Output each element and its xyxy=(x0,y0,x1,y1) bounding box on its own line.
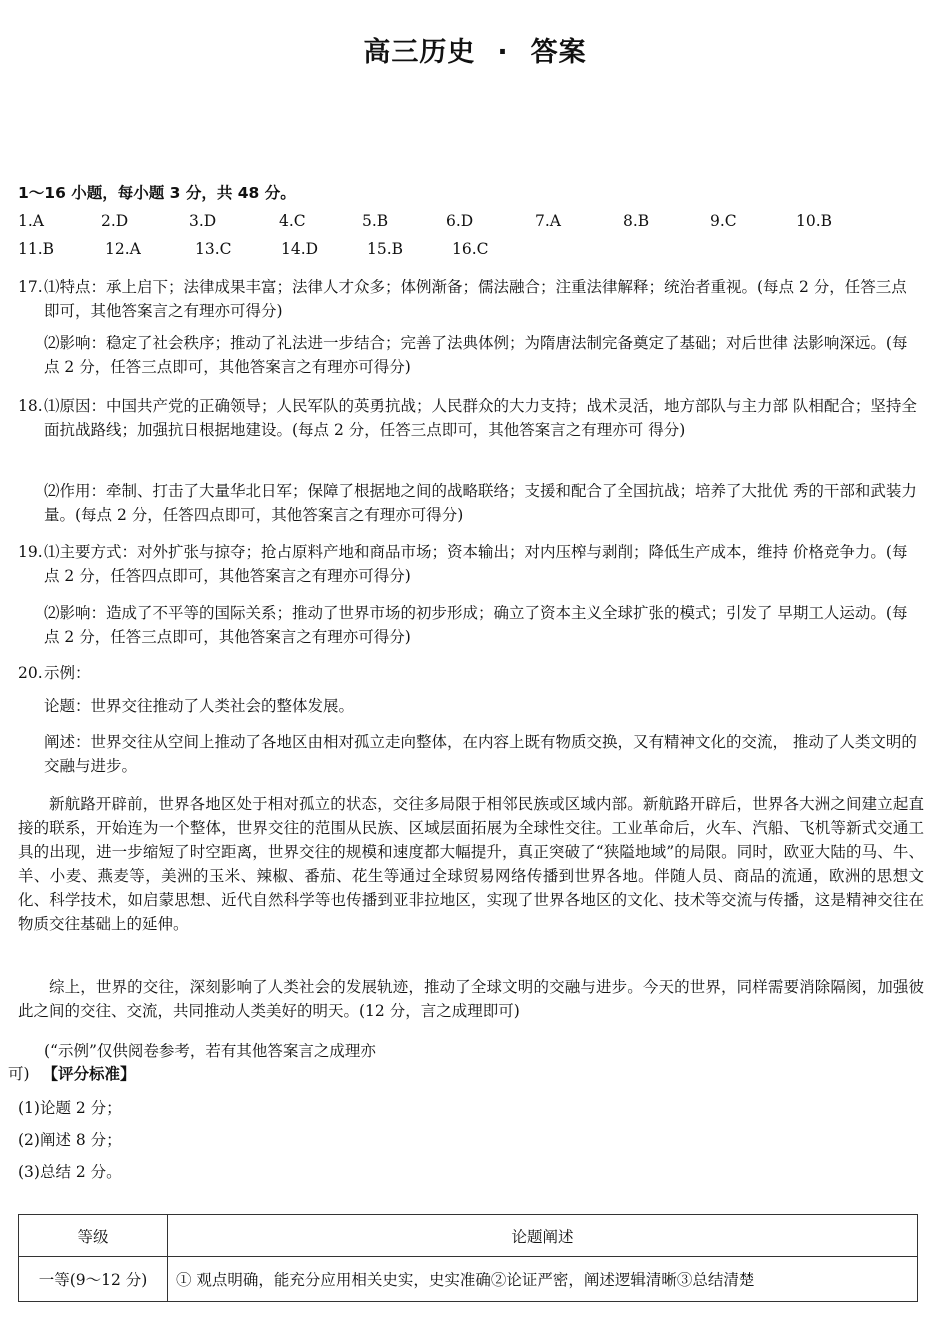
table-header-row xyxy=(19,1215,918,1257)
criteria-title: 【评分标准】 xyxy=(42,1065,136,1083)
mc-answer: 9.C xyxy=(710,212,737,230)
criteria-item: (1)论题 2 分； xyxy=(18,1099,122,1117)
example-paragraph-1: 新航路开辟前，世界各地区处于相对孤立的状态，交往多局限于相邻民族或区域内部。新航路开辟后，世界各大洲之间建立起直接的联系，开始连为一个整体，世界交往的范围从民族、区域层面拓展为全球性交往。工业革命后，火车、汽船、飞机等新式交通工具的出现，进一步缩短了时空距离，世界交往的规模和速度都大幅提升，真正突破了“狭隘地域”的局限。同时，欧亚大陆的马、牛、羊、小麦、燕麦等，美洲的玉米、辣椒、番茄、花生等通过全球贸易网络传播到世界各地。伴随人员、商品的流通，欧洲的思想文化、科学技术，如启蒙思想、近代自然科学等也传播到亚非拉地区，实现了世界各地区的文化、技术等交流与传播，这是精神交往在物质交往基础上的延伸。 xyxy=(18,795,924,933)
question-18 xyxy=(18,394,918,442)
mc-answers-row-1 xyxy=(18,212,918,236)
mc-answer: 1.A xyxy=(18,212,44,230)
table-cell-grade: 一等(9～12 分) xyxy=(19,1257,168,1302)
question-20 xyxy=(18,661,918,685)
mc-answer: 6.D xyxy=(446,212,474,230)
mc-answer: 2.D xyxy=(101,212,129,230)
mc-answer: 14.D xyxy=(281,240,319,258)
elaboration: 阐述：世界交往从空间上推动了各地区由相对孤立走向整体，在内容上既有物质交换，又有精神文化的交流， 推动了人类文明的交融与进步。 xyxy=(44,733,917,775)
mc-answer: 7.A xyxy=(535,212,561,230)
mc-answer: 13.C xyxy=(195,240,232,258)
answer-part-1: ⑴特点：承上启下；法律成果丰富；法律人才众多；体例渐备；儒法融合；注重法律解释；统治者重视。(每点 2 分，任答三点即可，其他答案言之有理亦可得分) xyxy=(44,278,907,320)
table-header-grade: 等级 xyxy=(19,1215,168,1257)
example-note: (“示例”仅供阅卷参考，若有其他答案言之成理亦 xyxy=(44,1042,376,1060)
thesis: 论题：世界交往推动了人类社会的整体发展。 xyxy=(44,697,355,715)
example-label: 示例： xyxy=(44,664,91,682)
title-answer: 答案 xyxy=(530,37,587,68)
title-separator: · xyxy=(497,37,509,68)
criteria-item: (3)总结 2 分。 xyxy=(18,1163,122,1181)
table-cell-description: ① 观点明确，能充分应用相关史实，史实准确②论证严密，阐述逻辑清晰③总结清楚 xyxy=(168,1257,918,1302)
criteria-line xyxy=(8,1062,908,1086)
mc-answer: 16.C xyxy=(452,240,489,258)
example-paragraph-2: 综上，世界的交往，深刻影响了人类社会的发展轨迹，推动了全球文明的交融与进步。今天的世界，同样需要消除隔阂，加强彼此之间的交往、交流，共同推动人类美好的明天。(12 分，言之成理即可) xyxy=(18,978,924,1020)
question-18-part-2: ⑵作用：牵制、打击了大量华北日军；保障了根据地之间的战略联络；支援和配合了全国抗战；培养了大批优 秀的干部和武装力量。(每点 2 分，任答四点即可，其他答案言之有理亦可得分) xyxy=(44,482,917,524)
mc-answer: 10.B xyxy=(796,212,833,230)
table-header-description: 论题阐述 xyxy=(168,1215,918,1257)
question-number: 19. xyxy=(18,543,43,561)
question-number: 17. xyxy=(18,278,43,296)
title-subject: 高三历史 xyxy=(363,37,476,68)
example-note-end: 可) xyxy=(8,1065,30,1083)
page-title xyxy=(0,30,950,69)
answer-part-1: ⑴主要方式：对外扩张与掠夺；抢占原料产地和商品市场；资本输出；对内压榨与剥削；降低生产成本，维持 价格竞争力。(每点 2 分，任答四点即可，其他答案言之有理亦可得分) xyxy=(44,543,908,585)
table-row xyxy=(19,1257,918,1302)
question-number: 18. xyxy=(18,397,43,415)
mc-answer: 8.B xyxy=(623,212,650,230)
mc-answer: 15.B xyxy=(367,240,404,258)
mc-answer: 12.A xyxy=(105,240,141,258)
mc-answer: 4.C xyxy=(279,212,306,230)
question-number: 20. xyxy=(18,664,43,682)
mc-answer: 11.B xyxy=(18,240,55,258)
mc-header: 1～16 小题，每小题 3 分，共 48 分。 xyxy=(18,184,296,202)
mc-answers-row-2 xyxy=(18,240,918,264)
answer-part-1: ⑴原因：中国共产党的正确领导；人民军队的英勇抗战；人民群众的大力支持；战术灵活，地方部队与主力部 队相配合；坚持全面抗战路线；加强抗日根据地建设。(每点 2 分，任答三点即可，其他答案言之有理亦可 得分) xyxy=(44,397,917,439)
grading-table xyxy=(18,1214,918,1302)
criteria-item: (2)阐述 8 分； xyxy=(18,1131,122,1149)
mc-answer: 5.B xyxy=(362,212,389,230)
question-19 xyxy=(18,540,918,588)
mc-answer: 3.D xyxy=(189,212,217,230)
question-19-part-2: ⑵影响：造成了不平等的国际关系；推动了世界市场的初步形成；确立了资本主义全球扩张的模式；引发了 早期工人运动。(每点 2 分，任答三点即可，其他答案言之有理亦可得分) xyxy=(44,604,908,646)
question-17-part-2: ⑵影响：稳定了社会秩序；推动了礼法进一步结合；完善了法典体例；为隋唐法制完备奠定了基础；对后世律 法影响深远。(每点 2 分，任答三点即可，其他答案言之有理亦可得分) xyxy=(44,334,908,376)
question-17 xyxy=(18,275,918,323)
